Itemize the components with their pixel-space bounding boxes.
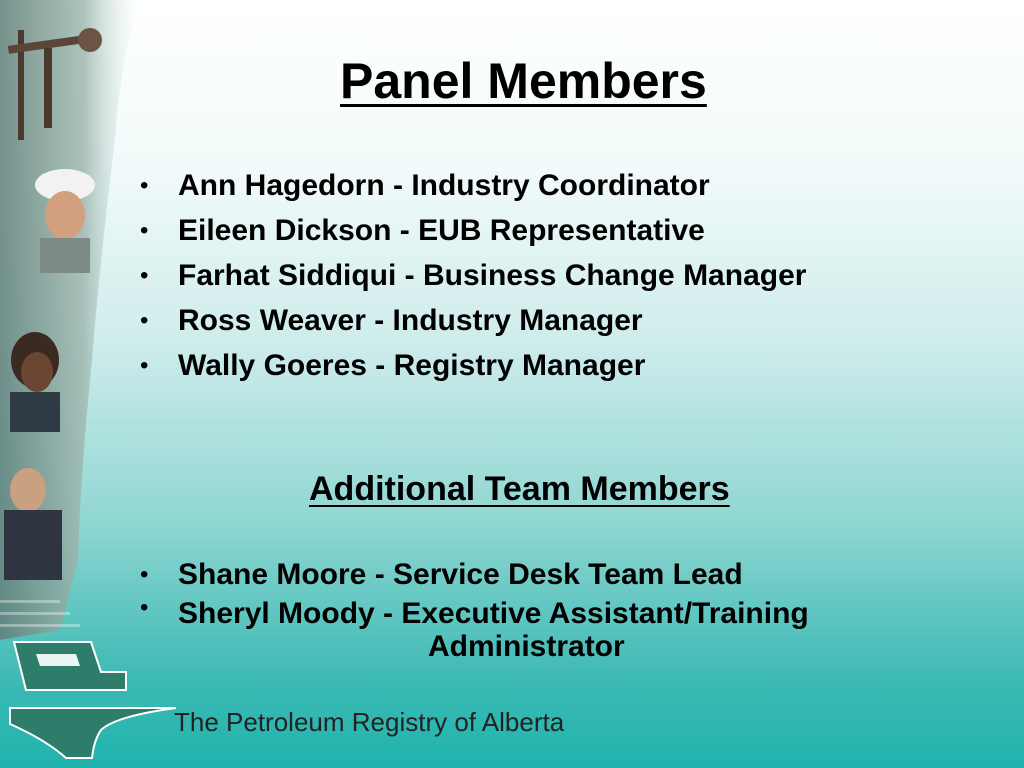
- list-item-text: Shane Moore - Service Desk Team Lead: [178, 558, 743, 591]
- list-item-text: Ross Weaver - Industry Manager: [178, 304, 643, 337]
- bullet: •: [140, 561, 149, 588]
- list-item: [140, 298, 1000, 343]
- list-item-text-continuation: Administrator: [428, 630, 625, 663]
- list-item: [140, 253, 1000, 298]
- bullet: •: [140, 307, 149, 334]
- list-item-text: Farhat Siddiqui - Business Change Manager: [178, 259, 807, 292]
- bullet: •: [140, 262, 149, 289]
- additional-members-list: [140, 552, 1000, 663]
- list-item: [140, 594, 938, 663]
- panel-members-list: [140, 163, 1000, 388]
- list-item-text: Ann Hagedorn - Industry Coordinator: [178, 169, 710, 202]
- bullet: •: [140, 352, 149, 379]
- list-item-text: Wally Goeres - Registry Manager: [178, 349, 646, 382]
- list-item-text: Sheryl Moody - Executive Assistant/Training: [178, 597, 809, 630]
- list-item: [140, 343, 1000, 388]
- list-item-text: Eileen Dickson - EUB Representative: [178, 214, 705, 247]
- list-item: [140, 552, 1000, 597]
- slide-title: Panel Members: [340, 53, 707, 109]
- list-item: [140, 208, 1000, 253]
- footer-organization: The Petroleum Registry of Alberta: [174, 707, 565, 737]
- bullet: •: [140, 172, 149, 199]
- bullet: •: [140, 594, 149, 621]
- list-item: [140, 163, 1000, 208]
- bullet: •: [140, 217, 149, 244]
- additional-team-heading: Additional Team Members: [309, 470, 730, 508]
